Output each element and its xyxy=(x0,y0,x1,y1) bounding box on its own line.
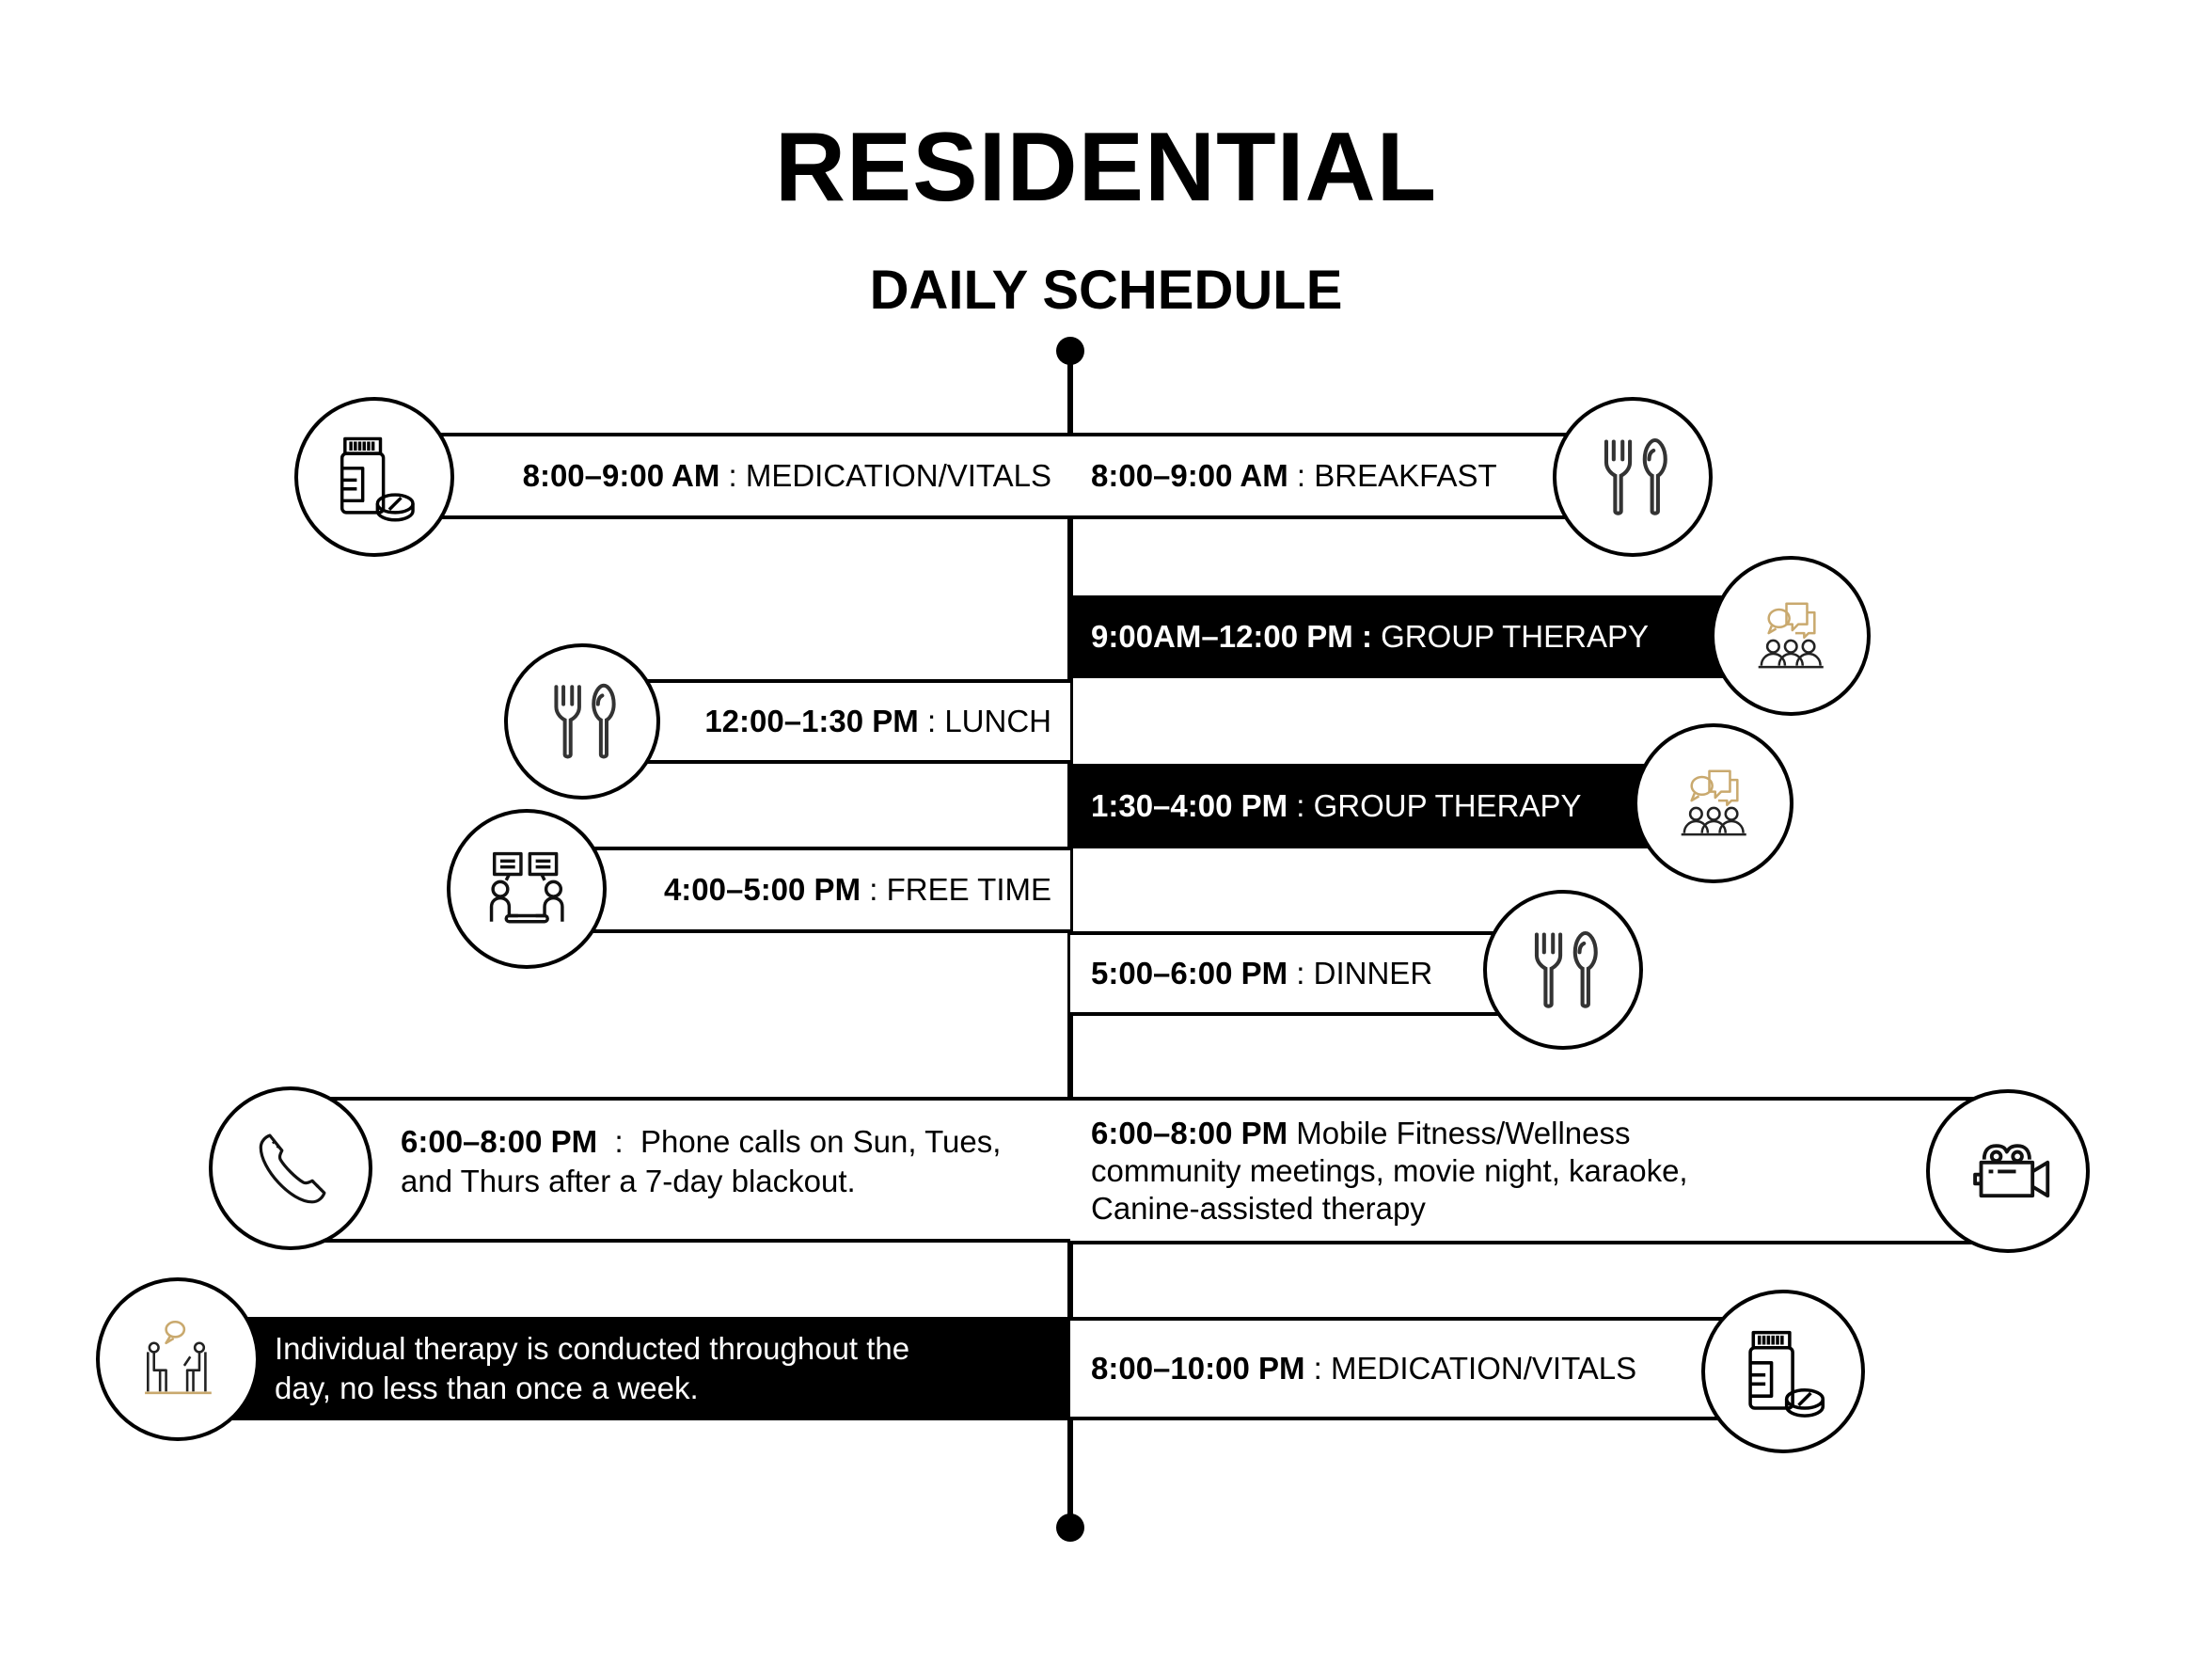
schedule-activity: BREAKFAST xyxy=(1314,458,1497,493)
schedule-time: 8:00–9:00 AM xyxy=(522,458,720,493)
schedule-activity: DINNER xyxy=(1313,956,1433,990)
phone-icon xyxy=(209,1086,372,1250)
separator: : xyxy=(597,1123,640,1159)
fork-spoon-icon xyxy=(504,643,660,800)
group-therapy-icon xyxy=(1634,723,1793,883)
schedule-activity: Mobile Fitness/Wellness xyxy=(1296,1115,1631,1150)
schedule-item-fitness-wellness xyxy=(1070,1097,1983,1244)
separator: : xyxy=(1304,1351,1331,1386)
schedule-activity: LUNCH xyxy=(944,704,1051,738)
timeline-end-dot xyxy=(1056,1513,1084,1542)
schedule-time: 5:00–6:00 PM xyxy=(1091,956,1288,990)
separator xyxy=(1288,1116,1296,1150)
separator: : xyxy=(861,872,887,907)
schedule-activity: MEDICATION/VITALS xyxy=(745,458,1051,493)
medication-bottle-icon xyxy=(294,397,454,557)
separator: : xyxy=(918,704,945,738)
separator: : xyxy=(1288,956,1314,990)
separator xyxy=(1372,619,1381,654)
conversation-icon xyxy=(447,809,607,969)
schedule-time: 6:00–8:00 PM xyxy=(401,1123,598,1159)
schedule-time: 4:00–5:00 PM xyxy=(663,872,861,907)
schedule-item-individual-therapy xyxy=(216,1317,1070,1420)
page-title: RESIDENTIAL xyxy=(774,113,1438,222)
schedule-activity-continued: community meetings, movie night, karaoke, xyxy=(1091,1152,1688,1188)
schedule-activity: Phone calls on Sun, Tues, xyxy=(640,1123,1002,1159)
fork-spoon-icon xyxy=(1483,890,1643,1050)
schedule-time: 8:00–9:00 AM xyxy=(1091,458,1288,493)
schedule-item-group-therapy-morning xyxy=(1070,595,1766,678)
schedule-activity-continued: Canine-assisted therapy xyxy=(1091,1190,1426,1226)
schedule-activity: GROUP THERAPY xyxy=(1381,619,1649,654)
schedule-time: 9:00AM–12:00 PM : xyxy=(1091,619,1372,654)
schedule-activity-continued: day, no less than once a week. xyxy=(275,1371,699,1405)
schedule-item-medication-am xyxy=(414,433,1070,519)
schedule-activity: Individual therapy is conducted throughout the xyxy=(275,1331,910,1366)
schedule-activity: GROUP THERAPY xyxy=(1313,788,1582,823)
schedule-item-phone-calls xyxy=(292,1097,1070,1243)
individual-therapy-icon xyxy=(96,1277,260,1441)
schedule-item-free-time xyxy=(564,847,1070,933)
schedule-time: 8:00–10:00 PM xyxy=(1091,1351,1305,1386)
medication-bottle-icon xyxy=(1701,1290,1865,1453)
schedule-item-medication-pm xyxy=(1070,1317,1747,1420)
schedule-activity-continued: and Thurs after a 7-day blackout. xyxy=(401,1163,856,1198)
schedule-item-group-therapy-afternoon xyxy=(1070,764,1691,848)
separator: : xyxy=(1288,458,1315,493)
video-camera-icon xyxy=(1926,1089,2090,1253)
separator: : xyxy=(1288,788,1314,823)
schedule-item-lunch xyxy=(621,679,1070,764)
schedule-activity: MEDICATION/VITALS xyxy=(1331,1351,1637,1386)
page-subtitle: DAILY SCHEDULE xyxy=(869,260,1343,321)
timeline-start-dot xyxy=(1056,337,1084,365)
schedule-time: 6:00–8:00 PM xyxy=(1091,1115,1288,1150)
group-therapy-icon xyxy=(1711,556,1871,716)
schedule-activity: FREE TIME xyxy=(886,872,1051,907)
schedule-item-dinner xyxy=(1070,931,1522,1016)
schedule-time: 1:30–4:00 PM xyxy=(1091,788,1288,823)
schedule-item-breakfast xyxy=(1070,433,1597,519)
fork-spoon-icon xyxy=(1553,397,1713,557)
schedule-time: 12:00–1:30 PM xyxy=(704,704,919,738)
separator: : xyxy=(719,458,746,493)
